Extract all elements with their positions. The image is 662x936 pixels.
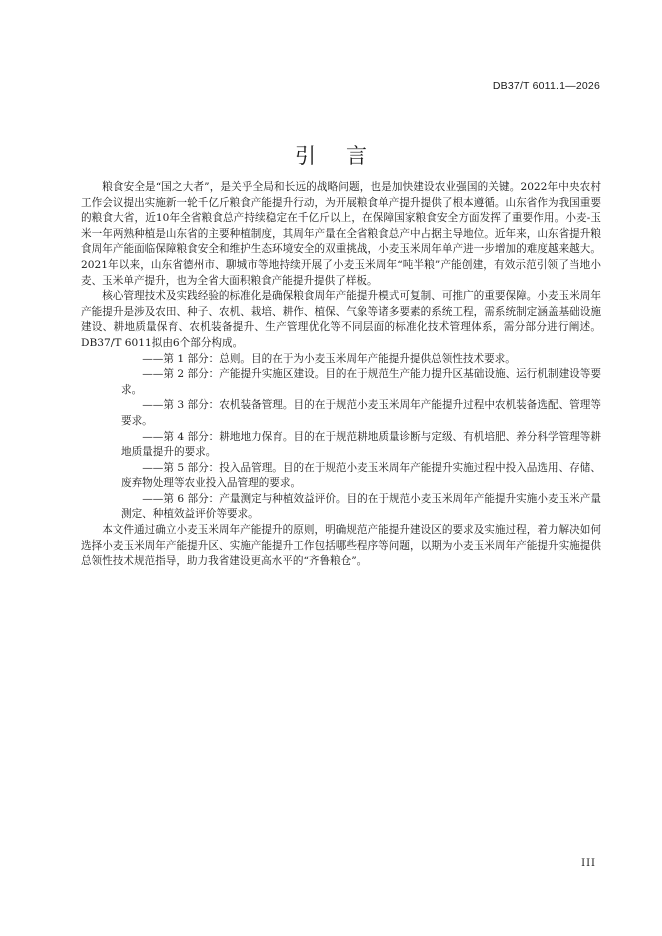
- paragraph-purpose: 本文件通过确立小麦玉米周年产能提升的原则，明确规范产能提升建设区的要求及实施过程，着力解决如何选择小麦玉米周年产能提升区、实施产能提升工作包括哪些程序等问题，以期为小麦玉米周年产能提升实施提供总领性技术规范指导，助力我省建设更高水平的“齐鲁粮仓”。: [81, 524, 601, 568]
- page-number: III: [581, 858, 596, 869]
- part-4-item: ——第 4 部分：耕地地力保育。目的在于规范耕地质量诊断与定级、有机培肥、养分科学管理等耕地质量提升的要求。: [121, 430, 601, 459]
- paragraph-standardization: 核心管理技术及实践经验的标准化是确保粮食周年产能提升模式可复制、可推广的重要保障。小麦玉米周年产能提升是涉及农田、种子、农机、栽培、耕作、植保、气象等诸多要素的系统工程，需系统制定涵盖基础设施建设、耕地质量保育、农机装备提升、生产管理优化等不同层面的标准化技术管理体系，需分部分进行阐述。DB37/T 6011拟由6个部分构成。: [81, 290, 601, 349]
- part-2-item: ——第 2 部分：产能提升实施区建设。目的在于规范生产能力提升区基础设施、运行机制建设等要求。: [121, 368, 601, 396]
- paragraph-background: 粮食安全是“国之大者”，是关乎全局和长远的战略问题，也是加快建设农业强国的关键。2022年中央农村工作会议提出实施新一轮千亿斤粮食产能提升行动，为开展粮食单产提升提供了根本遵循。山东省作为我国重要的粮食大省，近10年全省粮食总产持续稳定在千亿斤以上，在保障国家粮食安全方面发挥了重要作用。小麦-玉米一年两熟种植是山东省的主要种植制度，其周年产量在全省粮食总产中占据主导地位。近年来，山东省提升粮食周年产能面临保障粮食安全和维护生态环境安全的双重挑战，小麦玉米周年单产进一步增加的难度越来越大。2021年以来，山东省德州市、聊城市等地持续开展了小麦玉米周年“吨半粮”产能创建，有效示范引领了当地小麦、玉米单产提升，也为全省大面积粮食产能提升提供了样板。: [81, 181, 601, 287]
- part-5-item: ——第 5 部分：投入品管理。目的在于规范小麦玉米周年产能提升实施过程中投入品选用、存储、废弃物处理等农业投入品管理的要求。: [121, 461, 601, 490]
- document-code: DB37/T 6011.1—2026: [492, 80, 600, 92]
- document-body: [81, 180, 601, 570]
- part-3-item: ——第 3 部分：农机装备管理。目的在于规范小麦玉米周年产能提升过程中农机装备选配、管理等要求。: [121, 399, 601, 427]
- part-6-item: ——第 6 部分：产量测定与种植效益评价。目的在于规范小麦玉米周年产能提升实施小麦玉米产量测定、种植效益评价等要求。: [121, 492, 601, 521]
- part-1-item: ——第 1 部分：总则。目的在于为小麦玉米周年产能提升提供总领性技术要求。: [142, 352, 516, 365]
- page-title: 引言: [295, 144, 397, 168]
